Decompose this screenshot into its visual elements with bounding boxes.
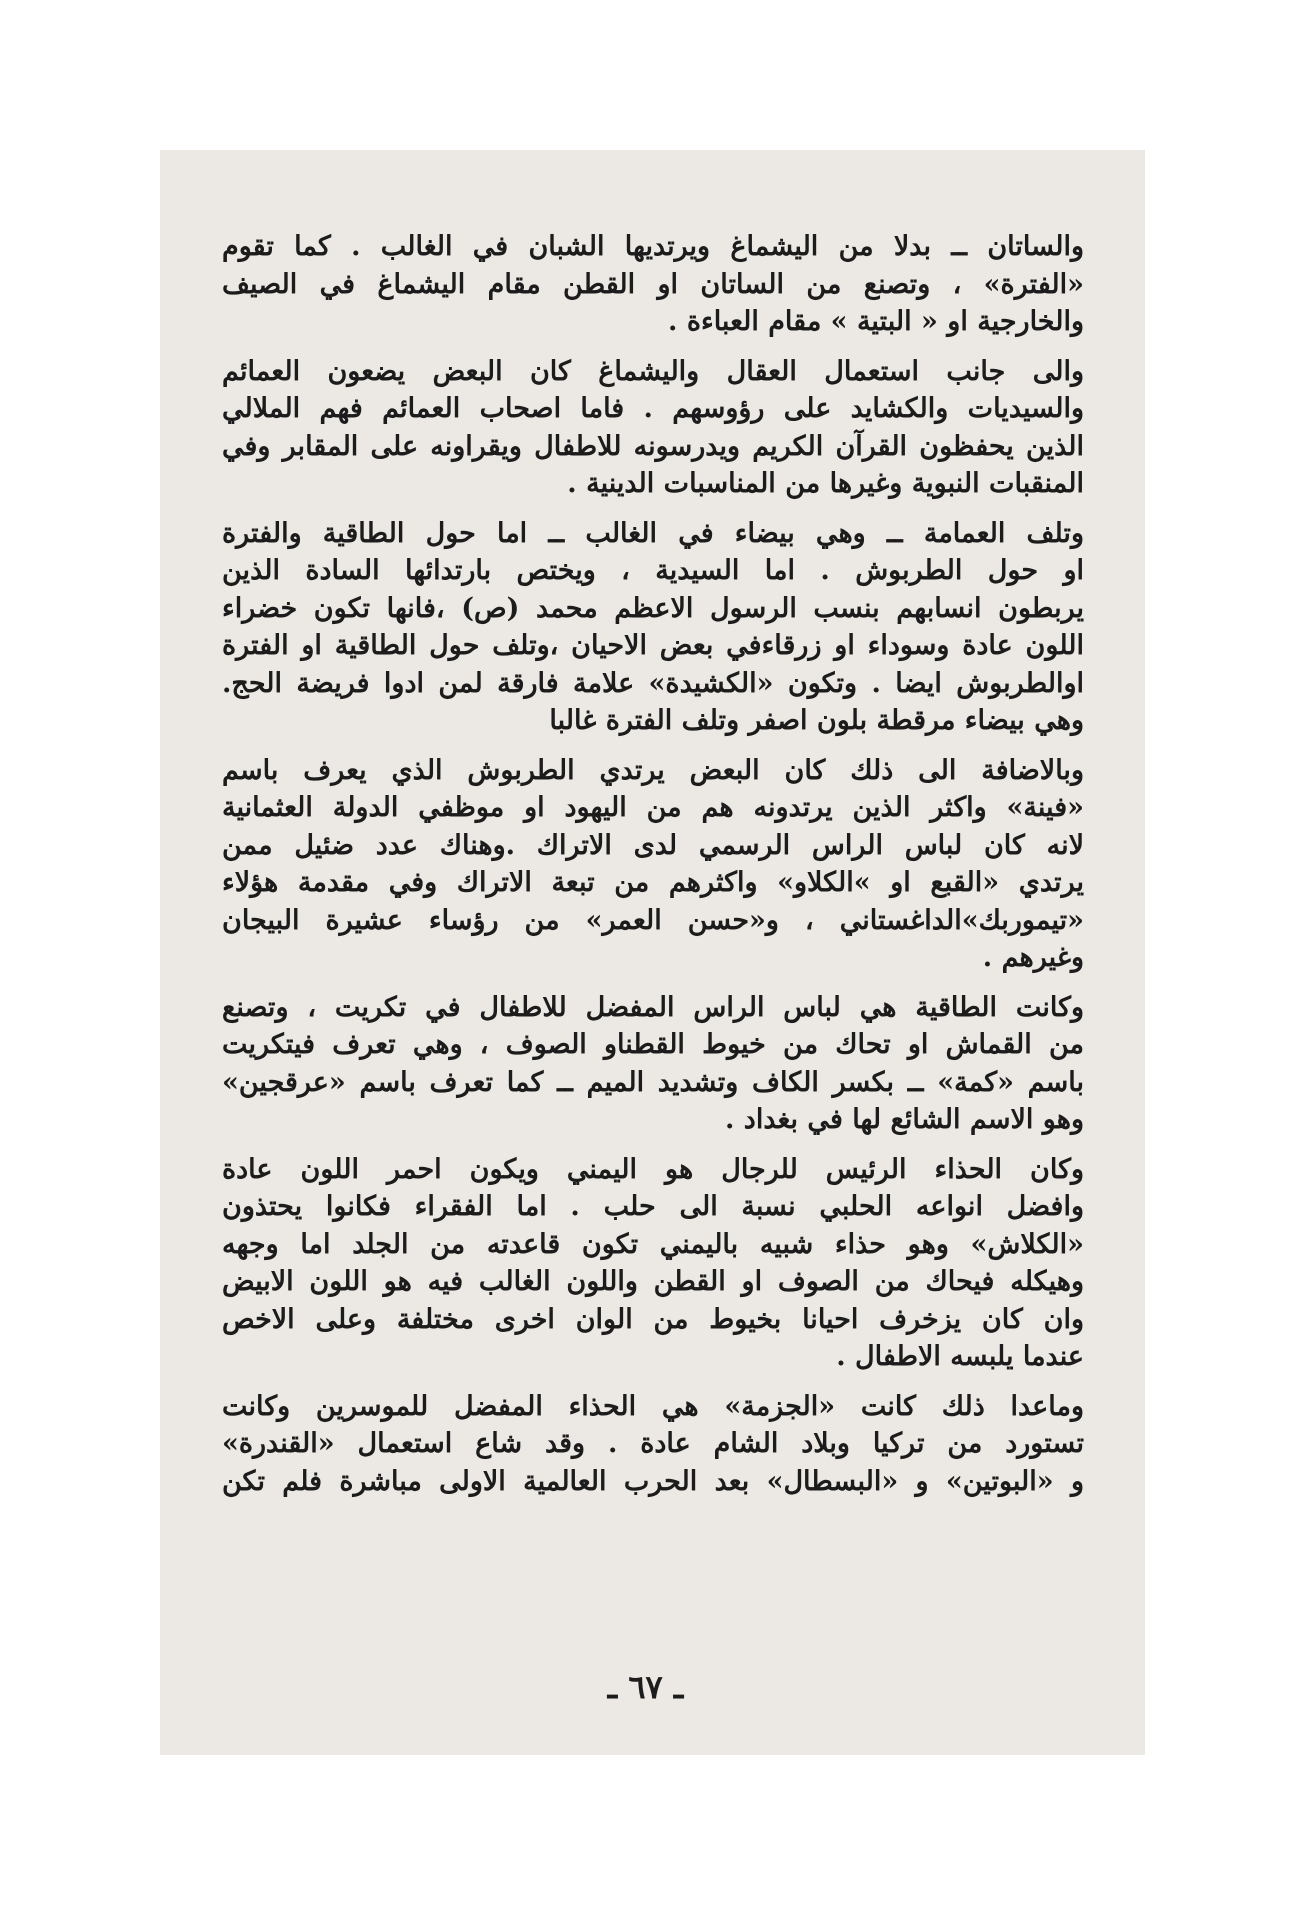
text-line: والخارجية او « البتية » مقام العباءة .: [668, 306, 1084, 337]
paragraph-5: [222, 989, 1084, 1139]
page-number: ـ ٦٧ ـ: [607, 1668, 684, 1706]
text-line: وماعدا ذلك كانت «الجزمة» هي الحذاء المفضل للموسرين وكانت: [222, 1390, 1084, 1422]
paragraph-1: [222, 228, 1084, 341]
text-line: او حول الطربوش . اما السيدية ، ويختص بارتدائها السادة الذين: [222, 555, 1084, 586]
text-line: وكان الحذاء الرئيس للرجال هو اليمني ويكون احمر اللون عادة: [222, 1153, 1084, 1185]
text-line: وبالاضافة الى ذلك كان البعض يرتدي الطربوش الذي يعرف باسم: [222, 754, 1084, 786]
text-line: وافضل انواعه الحلبي نسبة الى حلب . اما الفقراء فكانوا يحتذون: [222, 1191, 1084, 1222]
paragraph-4: [222, 752, 1084, 977]
text-line: والساتان ــ بدلا من اليشماغ ويرتديها الشبان في الغالب . كما تقوم: [222, 231, 1084, 262]
text-line: «فينة» واكثر الذين يرتدونه هم من اليهود او موظفي الدولة العثمانية: [222, 792, 1084, 823]
text-line: اوالطربوش ايضا . وتكون «الكشيدة» علامة فارقة لمن ادوا فريضة الحج.: [222, 667, 1084, 699]
text-line: وهيكله فيحاك من الصوف او القطن واللون الغالب فيه هو اللون الابيض: [222, 1266, 1084, 1297]
text-line: باسم «كمة» ــ بكسر الكاف وتشديد الميم ــ كما تعرف باسم «عرقجين»: [222, 1066, 1084, 1098]
text-line: والى جانب استعمال العقال واليشماغ كان البعض يضعون العمائم: [222, 355, 1084, 387]
text-line: «تيموربك»الداغستاني ، و«حسن العمر» من رؤساء عشيرة البيجان: [222, 904, 1084, 936]
text-line: وان كان يزخرف احيانا بخيوط من الوان اخرى مختلفة وعلى الاخص: [222, 1303, 1084, 1335]
text-line: اللون عادة وسوداء او زرقاءفي بعض الاحيان ،وتلف حول الطاقية او الفترة: [222, 630, 1084, 661]
text-line: «الفترة» ، وتصنع من الساتان او القطن مقام اليشماغ في الصيف: [222, 268, 1084, 300]
text-line: عندما يلبسه الاطفال .: [836, 1341, 1084, 1372]
text-line: وغيرهم .: [982, 942, 1084, 973]
body-text: [222, 228, 1084, 1512]
text-line: من القماش او تحاك من خيوط القطناو الصوف ، وهي تعرف فيتكريت: [222, 1029, 1084, 1060]
text-line: و «البوتين» و «البسطال» بعد الحرب العالمية الاولى مباشرة فلم تكن: [222, 1465, 1084, 1497]
paragraph-2: [222, 353, 1084, 503]
text-line: يرتدي «القبع او »الكلاو» واكثرهم من تبعة الاتراك وفي مقدمة هؤلاء: [222, 867, 1084, 898]
text-line: وهي بيضاء مرقطة بلون اصفر وتلف الفترة غالبا: [549, 705, 1084, 736]
paragraph-6: [222, 1151, 1084, 1376]
text-line: «الكلاش» وهو حذاء شبيه باليمني تكون قاعدته من الجلد اما وجهه: [222, 1228, 1084, 1260]
paragraph-7: [222, 1388, 1084, 1501]
text-line: لانه كان لباس الراس الرسمي لدى الاتراك .وهناك عدد ضئيل ممن: [222, 829, 1084, 861]
text-line: والسيديات والكشايد على رؤوسهم . فاما اصحاب العمائم فهم الملالي: [222, 393, 1084, 424]
text-line: تستورد من تركيا وبلاد الشام عادة . وقد شاع استعمال «القندرة»: [222, 1428, 1084, 1459]
text-line: يربطون انسابهم بنسب الرسول الاعظم محمد (ص) ،فانها تكون خضراء: [222, 592, 1084, 624]
text-line: الذين يحفظون القرآن الكريم ويدرسونه للاطفال ويقراونه على المقابر وفي: [222, 430, 1084, 462]
paragraph-3: [222, 515, 1084, 740]
text-line: وتلف العمامة ــ وهي بيضاء في الغالب ــ اما حول الطاقية والفترة: [222, 517, 1084, 549]
text-line: وهو الاسم الشائع لها في بغداد .: [725, 1104, 1084, 1135]
text-line: وكانت الطاقية هي لباس الراس المفضل للاطفال في تكريت ، وتصنع: [222, 991, 1084, 1023]
text-line: المنقبات النبوية وغيرها من المناسبات الدينية .: [567, 468, 1084, 499]
